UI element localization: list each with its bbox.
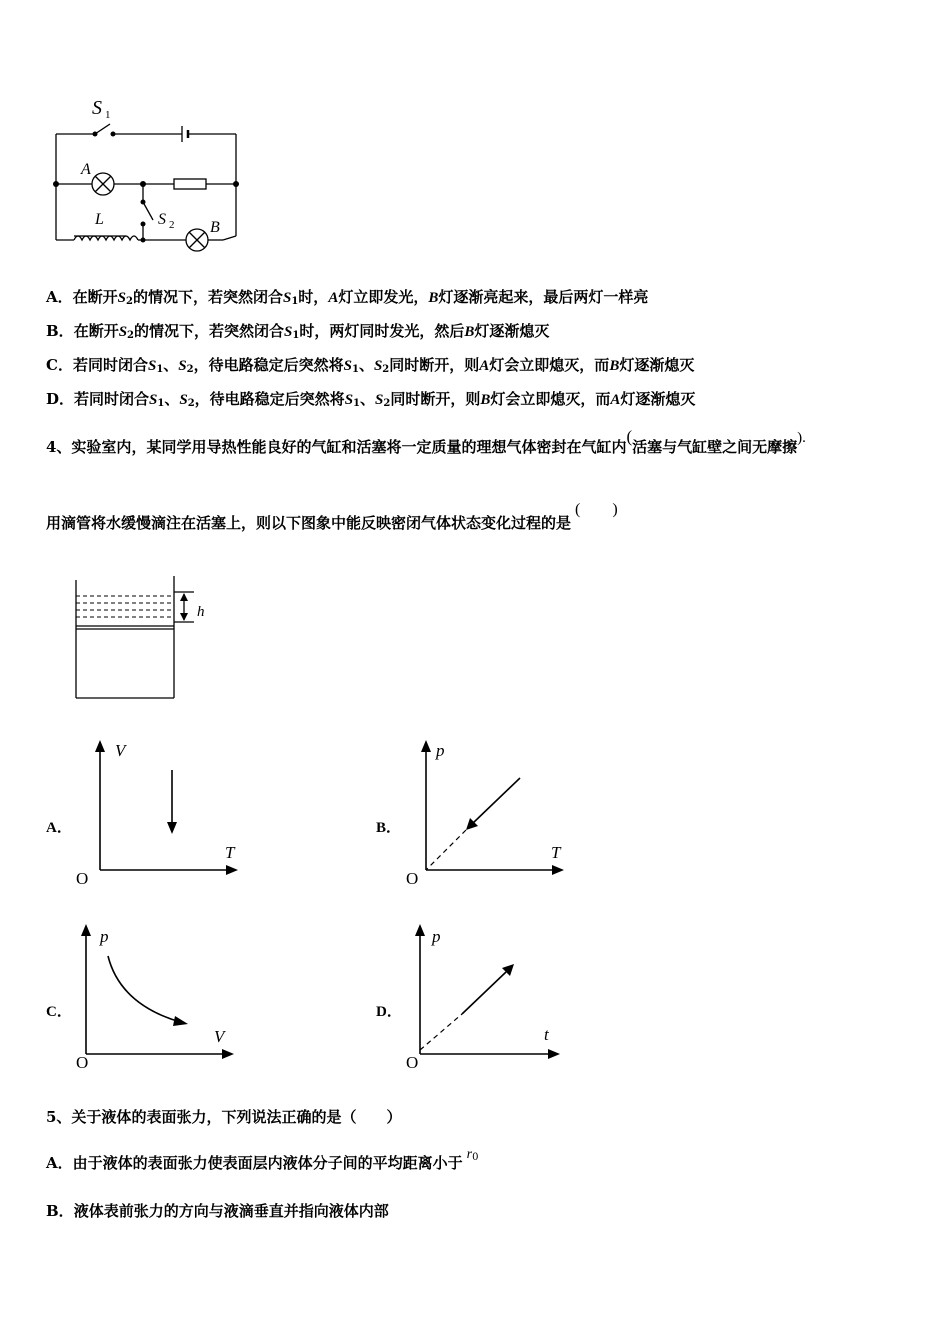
graph-b-letter: B． — [376, 820, 402, 836]
q3-option-b: B．在断开$S_2$的情况下，若突然闭合$S_1$时，两灯同时发光，然后B灯逐渐熄灭 — [46, 322, 550, 341]
s2-sub: 2 — [169, 219, 175, 231]
inductor-label: L — [95, 211, 104, 228]
graph-c-letter: C． — [46, 1004, 72, 1020]
circuit-diagram — [40, 90, 260, 260]
svg-text:O: O — [76, 869, 89, 888]
height-label: h — [197, 604, 205, 620]
graph-a — [70, 734, 250, 894]
svg-text:p: p — [100, 927, 109, 946]
lamp-b-label: B — [210, 219, 220, 236]
q3-option-a: A．在断开$S_2$的情况下，若突然闭合$S_1$时，A灯立即发光，B灯逐渐亮起来，最后两灯一样亮 — [46, 288, 649, 307]
s1-sub: 1 — [105, 109, 111, 121]
svg-text:O: O — [76, 1053, 89, 1072]
s1-label: S — [92, 97, 102, 119]
svg-text:p: p — [432, 927, 441, 946]
graph-b — [400, 734, 580, 894]
q3-option-d: D．若同时闭合$S_1$、$S_2$，待电路稳定后突然将$S_1$、$S_2$同时断开，则B灯会立即熄灭，而A灯逐渐熄灭 — [46, 390, 696, 409]
svg-text:T: T — [225, 843, 235, 862]
q5-stem: 5、关于液体的表面张力，下列说法正确的是（ ） — [46, 1108, 402, 1126]
svg-text:T: T — [551, 843, 561, 862]
graph-d — [400, 918, 580, 1078]
svg-text:O: O — [406, 1053, 419, 1072]
graph-c — [70, 918, 250, 1078]
q4-stem-line1: 4、实验室内，某同学用导热性能良好的气缸和活塞将一定质量的理想气体密封在气缸内(活塞与气缸壁之间无摩擦). — [46, 427, 806, 456]
q4-stem-line2: 用滴管将水缓慢滴注在活塞上，则以下图象中能反映密闭气体状态变化过程的是( ) — [46, 501, 618, 532]
svg-text:V: V — [115, 741, 126, 760]
svg-text:t: t — [544, 1025, 549, 1044]
svg-text:p: p — [436, 741, 445, 760]
q5-option-a: A．由于液体的表面张力使表面层内液体分子间的平均距离小于 $r_0$ — [46, 1147, 479, 1172]
s2-label: S — [158, 211, 166, 228]
cylinder-figure — [66, 574, 226, 704]
graph-a-letter: A． — [46, 820, 72, 836]
q5-option-b: B．液体表前张力的方向与液滴垂直并指向液体内部 — [46, 1202, 389, 1220]
graph-d-letter: D． — [376, 1004, 402, 1020]
svg-text:V: V — [214, 1027, 225, 1046]
svg-text:O: O — [406, 869, 419, 888]
q3-option-c: C．若同时闭合$S_1$、$S_2$，待电路稳定后突然将$S_1$、$S_2$同时断开，则A灯会立即熄灭，而B灯逐渐熄灭 — [46, 356, 695, 375]
lamp-a-label: A — [81, 161, 91, 178]
